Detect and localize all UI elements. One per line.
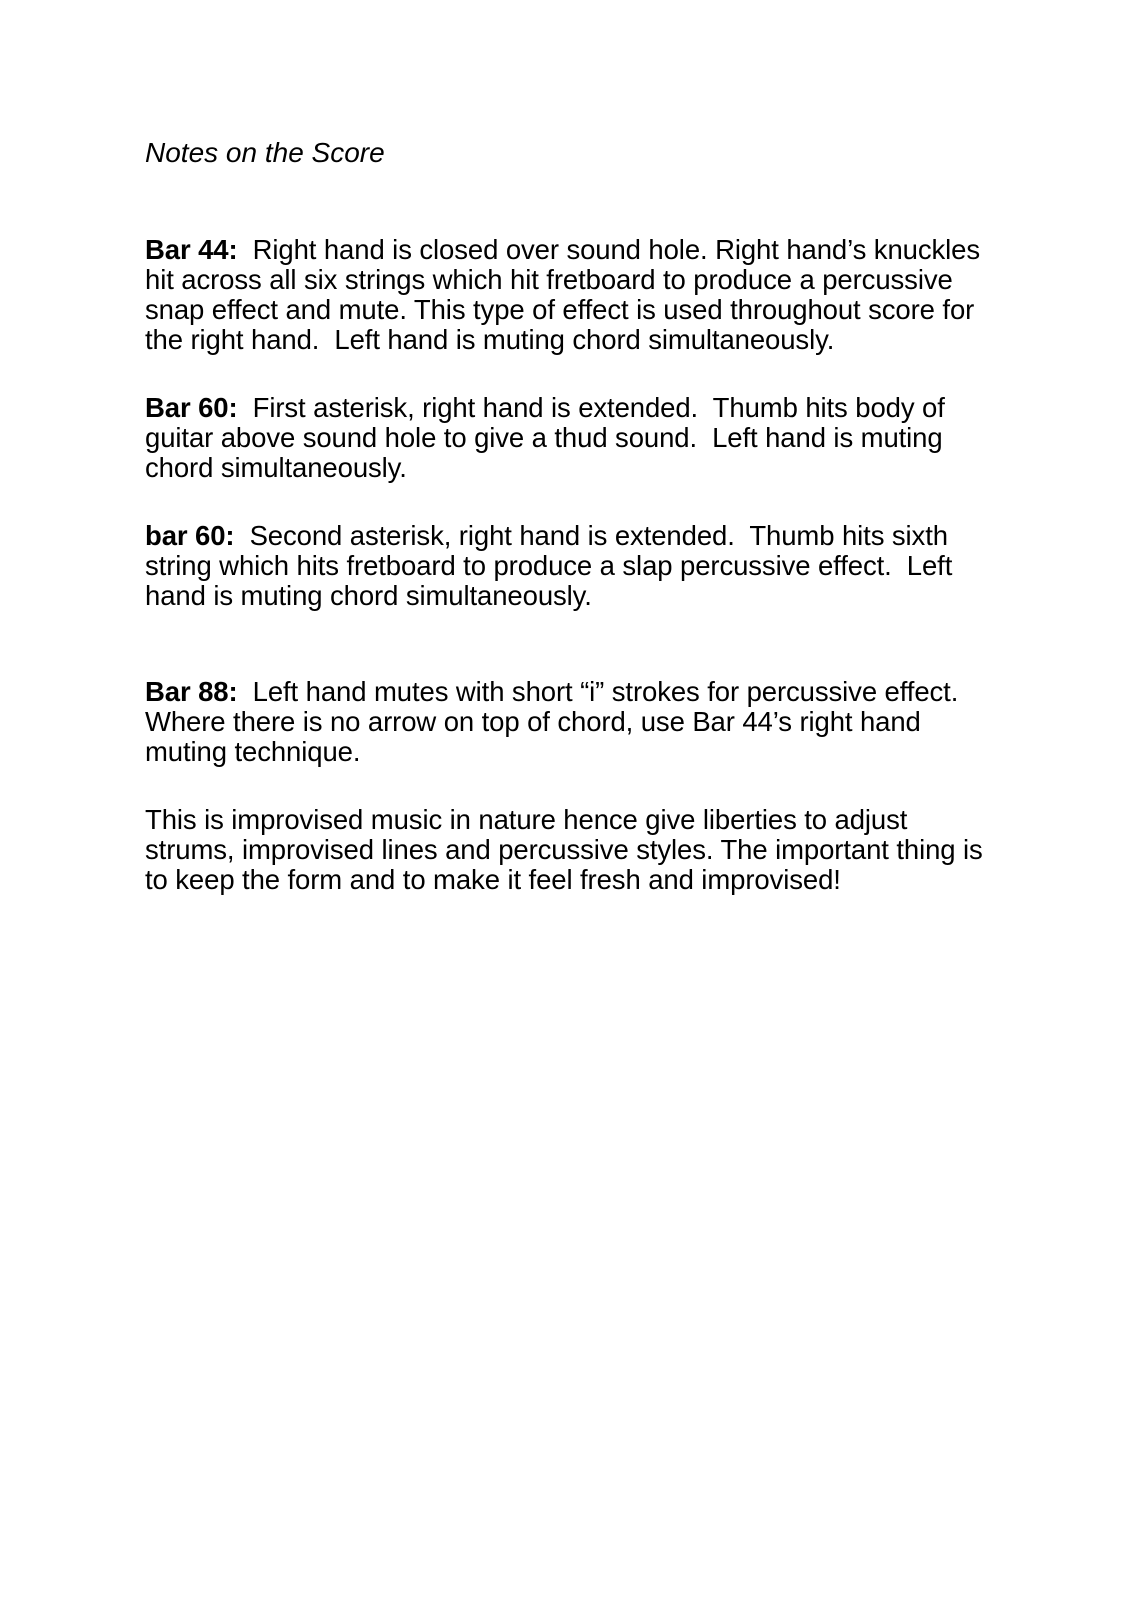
paragraph-bar-88-text: Left hand mutes with short “i” strokes for percussive effect. Where there is no arrow on top of chord, use Bar 44’s right hand muting technique. [145, 676, 966, 767]
paragraph-bar-88-label: Bar 88: [145, 676, 238, 707]
paragraph-closing-note [145, 805, 993, 895]
paragraph-bar-60-first [145, 393, 993, 483]
paragraph-closing-note-text: This is improvised music in nature hence give liberties to adjust strums, improvised lines and percussive styles. The important thing is to keep the form and to make it feel fresh and improvised! [145, 804, 991, 895]
paragraph-bar-60-second [145, 521, 993, 611]
paragraph-bar-44-text: Right hand is closed over sound hole. Right hand’s knuckles hit across all six strings which hit fretboard to produce a percussive snap effect and mute. This type of effect is used throughout score for the right hand. Left hand is muting chord simultaneously. [145, 234, 988, 355]
paragraph-bar-60-second-text: Second asterisk, right hand is extended. Thumb hits sixth string which hits fretboard to produce a slap percussive effect. Left hand is muting chord simultaneously. [145, 520, 960, 611]
paragraph-bar-44-label: Bar 44: [145, 234, 238, 265]
paragraph-bar-60-first-text: First asterisk, right hand is extended. Thumb hits body of guitar above sound hole to give a thud sound. Left hand is muting chord simultaneously. [145, 392, 953, 483]
page-title: Notes on the Score [145, 137, 385, 168]
paragraph-bar-60-second-label: bar 60: [145, 520, 235, 551]
paragraph-bar-88 [145, 677, 993, 767]
paragraph-bar-60-first-label: Bar 60: [145, 392, 238, 423]
paragraph-bar-44 [145, 235, 993, 355]
